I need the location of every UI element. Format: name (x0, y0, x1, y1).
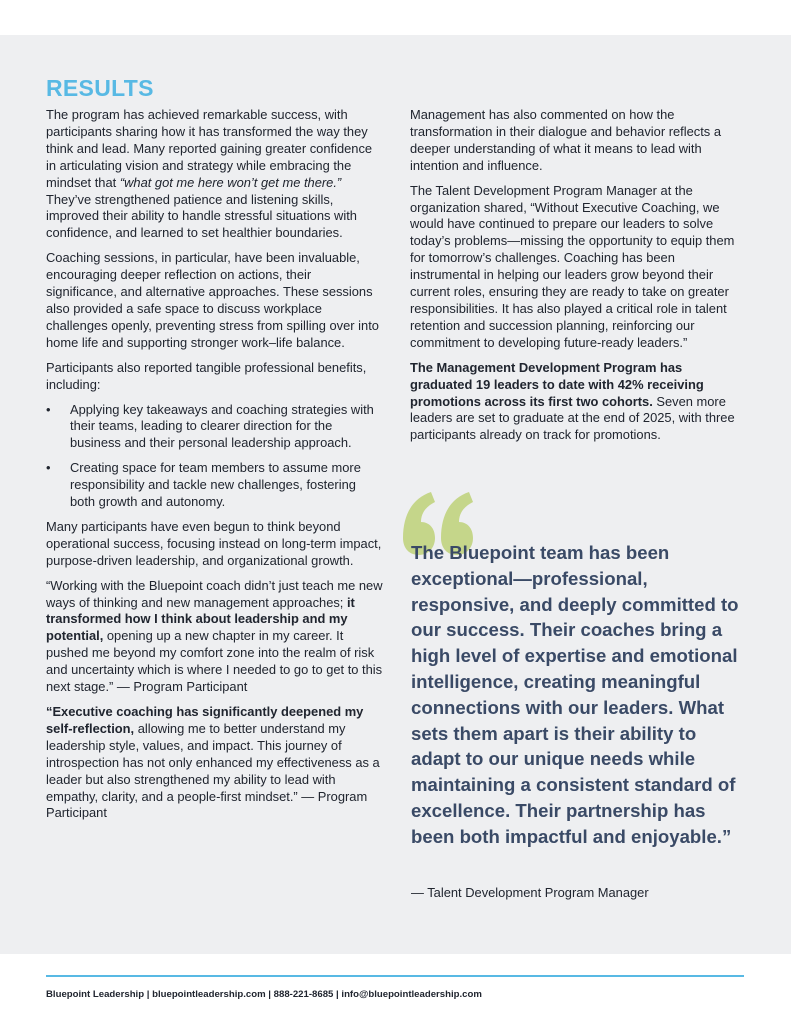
footer-divider (46, 975, 744, 977)
management-paragraph: Management has also commented on how the transformation in their dialogue and behavior reflects a deeper understanding of what it means to lead with intention and influence. (410, 107, 721, 173)
quote1-text-a: “Working with the Bluepoint coach didn’t just teach me new ways of thinking and new management approaches; (46, 577, 383, 610)
list-item (46, 402, 383, 453)
quote1-highlight: it transformed how I think about leadership and my potential, (46, 594, 355, 644)
list-item-text: Applying key takeaways and coaching strategies with their teams, leading to clearer direction for the business and their personal leadership approach. (70, 401, 374, 451)
left-column (46, 107, 383, 830)
quote2-highlight: “Executive coaching has significantly deepened my self-reflection, (46, 704, 364, 736)
quote1-text-b: opening up a new chapter in my career. It pushed me beyond my comfort zone into the realm of risk and uncertainty which is where I needed to go to get to this next stage.” — Program Participant (46, 628, 383, 695)
graduation-highlight: The Management Development Program has graduated 19 leaders to date with 42% receiving promotions across its first two cohorts. (410, 359, 704, 409)
intro-paragraph (46, 107, 383, 242)
benefits-intro: Participants also reported tangible professional benefits, including: (46, 359, 367, 392)
quote2-text-b: allowing me to better understand my leadership style, values, and impact. This journey of introspection has not only enhanced my effectiveness as a leader but also strengthened my ability to lead with empathy, clarity, and a people-first mindset.” — Program Participant (46, 720, 380, 821)
footer-contact: Bluepoint Leadership | bluepointleadership.com | 888-221-8685 | info@bluepointleadership.com (46, 989, 482, 1000)
intro-text-b: They’ve strengthened patience and listening skills, improved their ability to handle stressful situations with confidence, and learned to set healthier boundaries. (46, 191, 357, 241)
list-item (46, 460, 383, 511)
benefits-list (46, 402, 383, 511)
intro-text-a: The program has achieved remarkable success, with participants sharing how it has transformed the way they think and lead. Many reported gaining greater confidence in articulating vision and strategy while embracing the mindset that (46, 107, 373, 190)
graduation-paragraph (410, 360, 748, 445)
participant-quote-1 (46, 578, 383, 696)
bullet-icon: • (46, 460, 51, 476)
pull-quote: The Bluepoint team has been exceptional—professional, responsive, and deeply committed to our success. Their coaches bring a high level of expertise and emotional intelligence, creating meaningful connections with our leaders. What sets them apart is their ability to adapt to our unique needs while maintaining a consistent standard of excellence. Their partnership has been both impactful and enjoyable.” (411, 542, 739, 847)
pull-quote-attribution: — Talent Development Program Manager (411, 885, 649, 900)
right-column (410, 107, 748, 452)
bullet-icon: • (46, 401, 51, 417)
intro-mindset-quote: “what got me here won’t get me there.” (119, 174, 342, 190)
list-item-text: Creating space for team members to assume more responsibility and tackle new challenges, fostering both growth and autonomy. (70, 460, 361, 510)
top-band (0, 0, 791, 35)
graduation-text: Seven more leaders are set to graduate at the end of 2025, with three participants already on track for promotions. (410, 393, 735, 443)
section-heading: RESULTS (46, 75, 154, 101)
participant-quote-2 (46, 704, 383, 822)
manager-statement: The Talent Development Program Manager at the organization shared, “Without Executive Coaching, we would have continued to prepare our leaders to solve today’s problems—missing the opportunity to equip them for tomorrow’s challenges. Coaching has been instrumental in helping our leaders grow beyond their current roles, ensuring they are ready to take on greater responsibilities. It has also played a critical role in talent retention and succession planning, reinforcing our commitment to developing future-ready leaders.” (410, 182, 735, 350)
impact-paragraph: Many participants have even begun to think beyond operational success, focusing instead on long-term impact, purpose-driven leadership, and organizational growth. (46, 518, 382, 568)
coaching-paragraph: Coaching sessions, in particular, have been invaluable, encouraging deeper reflection on actions, their significance, and alternative approaches. These sessions also provided a safe space to discuss workplace challenges openly, preventing stress from spilling over into home life and supporting stronger work–life balance. (46, 250, 379, 350)
